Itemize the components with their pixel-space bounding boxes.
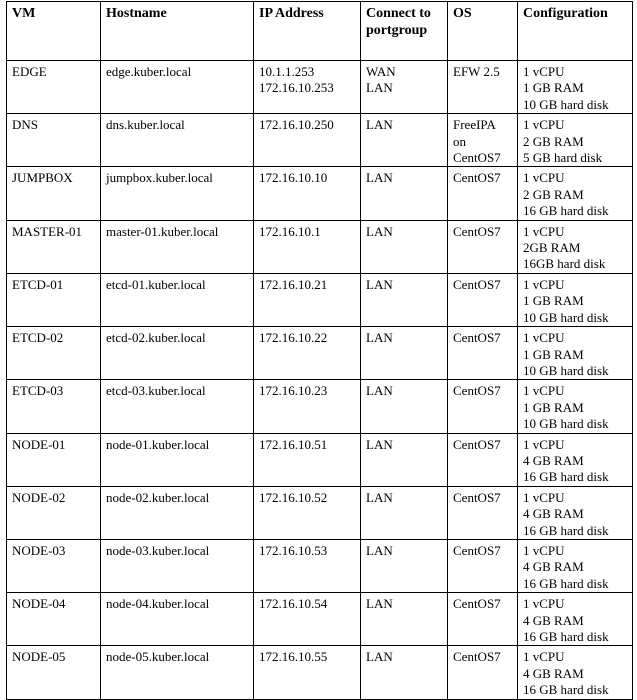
cell-ip-address	[254, 486, 361, 539]
cell-configuration-line: 16 GB hard disk	[523, 469, 609, 485]
cell-configuration-line: 2GB RAM	[523, 240, 581, 256]
header-ip-address: IP Address	[254, 2, 361, 61]
cell-vm: MASTER-01	[7, 220, 101, 273]
cell-ip-address-line: 172.16.10.22	[259, 330, 328, 346]
cell-vm: EDGE	[7, 61, 101, 114]
cell-configuration-line: 1 vCPU	[523, 276, 565, 292]
cell-configuration-line: 5 GB hard disk	[523, 150, 603, 166]
cell-os	[448, 486, 518, 539]
header-portgroup: Connect to portgroup	[361, 2, 448, 61]
cell-os	[448, 61, 518, 114]
cell-os	[448, 273, 518, 326]
cell-configuration-line: 16 GB hard disk	[523, 203, 609, 219]
cell-configuration	[518, 273, 633, 326]
cell-configuration-line: 1 vCPU	[523, 596, 565, 612]
cell-os-line: CentOS7	[453, 170, 501, 186]
cell-ip-address	[254, 539, 361, 592]
cell-configuration-line: 1 GB RAM	[523, 293, 584, 309]
cell-os	[448, 220, 518, 273]
cell-configuration	[518, 593, 633, 646]
cell-ip-address-line: 172.16.10.10	[259, 170, 328, 186]
header-os: OS	[448, 2, 518, 61]
cell-portgroup	[361, 486, 448, 539]
cell-os-line: FreeIPA	[453, 117, 496, 133]
cell-os-line: CentOS7	[453, 649, 501, 665]
cell-portgroup-line: LAN	[366, 276, 393, 292]
cell-os-line: CentOS7	[453, 150, 501, 166]
cell-configuration	[518, 327, 633, 380]
cell-os	[448, 380, 518, 433]
cell-configuration-line: 10 GB hard disk	[523, 96, 609, 112]
cell-portgroup	[361, 273, 448, 326]
cell-configuration-line: 1 vCPU	[523, 170, 565, 186]
cell-configuration-line: 1 vCPU	[523, 489, 565, 505]
cell-configuration-line: 1 GB RAM	[523, 399, 584, 415]
cell-portgroup-line: LAN	[366, 436, 393, 452]
cell-ip-address-line: 172.16.10.21	[259, 276, 328, 292]
cell-configuration-line: 1 vCPU	[523, 64, 565, 79]
cell-portgroup-line: LAN	[366, 489, 393, 505]
cell-configuration-line: 1 GB RAM	[523, 346, 584, 362]
cell-ip-address-line: 172.16.10.53	[259, 542, 328, 558]
cell-portgroup-line: LAN	[366, 596, 393, 612]
cell-portgroup-line: LAN	[366, 383, 393, 399]
cell-ip-address	[254, 433, 361, 486]
cell-configuration-line: 1 vCPU	[523, 649, 565, 665]
table-row	[7, 114, 633, 167]
cell-portgroup	[361, 646, 448, 699]
cell-configuration-line: 1 vCPU	[523, 383, 565, 399]
cell-vm: ETCD-01	[7, 273, 101, 326]
cell-ip-address	[254, 167, 361, 220]
cell-vm: NODE-04	[7, 593, 101, 646]
table-row	[7, 380, 633, 433]
cell-ip-address-line: 172.16.10.55	[259, 649, 328, 665]
cell-ip-address	[254, 273, 361, 326]
cell-portgroup	[361, 167, 448, 220]
cell-ip-address-line: 172.16.10.51	[259, 436, 328, 452]
table-header	[7, 2, 633, 61]
cell-vm: NODE-02	[7, 486, 101, 539]
cell-hostname: node-05.kuber.local	[101, 646, 254, 699]
cell-ip-address	[254, 380, 361, 433]
cell-vm: NODE-01	[7, 433, 101, 486]
cell-hostname: jumpbox.kuber.local	[101, 167, 254, 220]
cell-configuration-line: 4 GB RAM	[523, 452, 584, 468]
cell-os-line: CentOS7	[453, 383, 501, 399]
cell-configuration-line: 1 vCPU	[523, 542, 565, 558]
cell-vm: NODE-03	[7, 539, 101, 592]
cell-portgroup-line: LAN	[366, 170, 393, 186]
cell-configuration-line: 4 GB RAM	[523, 506, 584, 522]
header-hostname: Hostname	[101, 2, 254, 61]
cell-configuration	[518, 220, 633, 273]
cell-os-line: CentOS7	[453, 436, 501, 452]
cell-ip-address	[254, 220, 361, 273]
cell-configuration-line: 1 GB RAM	[523, 80, 584, 96]
cell-os-line: on	[453, 133, 466, 149]
cell-portgroup-line: WAN	[366, 64, 396, 79]
cell-hostname: node-02.kuber.local	[101, 486, 254, 539]
cell-portgroup-line: LAN	[366, 223, 393, 239]
table-row	[7, 486, 633, 539]
cell-hostname: node-03.kuber.local	[101, 539, 254, 592]
cell-portgroup	[361, 593, 448, 646]
cell-portgroup-line: LAN	[366, 542, 393, 558]
table-body	[7, 61, 633, 700]
cell-configuration-line: 1 vCPU	[523, 330, 565, 346]
cell-ip-address-line: 10.1.1.253	[259, 64, 315, 79]
cell-ip-address-line: 172.16.10.54	[259, 596, 328, 612]
cell-configuration	[518, 114, 633, 167]
cell-configuration-line: 10 GB hard disk	[523, 416, 609, 432]
cell-os	[448, 593, 518, 646]
header-configuration: Configuration	[518, 2, 633, 61]
table-row	[7, 327, 633, 380]
cell-vm: DNS	[7, 114, 101, 167]
header-vm: VM	[7, 2, 101, 61]
cell-portgroup	[361, 61, 448, 114]
cell-os	[448, 539, 518, 592]
cell-ip-address-line: 172.16.10.52	[259, 489, 328, 505]
table-row	[7, 646, 633, 699]
table-row	[7, 539, 633, 592]
cell-os-line: CentOS7	[453, 223, 501, 239]
cell-hostname: etcd-01.kuber.local	[101, 273, 254, 326]
table-row	[7, 220, 633, 273]
cell-os	[448, 114, 518, 167]
cell-configuration	[518, 61, 633, 114]
cell-hostname: node-01.kuber.local	[101, 433, 254, 486]
cell-configuration	[518, 380, 633, 433]
cell-os-line: CentOS7	[453, 596, 501, 612]
cell-hostname: master-01.kuber.local	[101, 220, 254, 273]
cell-portgroup	[361, 327, 448, 380]
cell-portgroup	[361, 220, 448, 273]
cell-os	[448, 327, 518, 380]
cell-os-line: CentOS7	[453, 330, 501, 346]
cell-vm: NODE-05	[7, 646, 101, 699]
cell-configuration-line: 1 vCPU	[523, 436, 565, 452]
cell-ip-address	[254, 114, 361, 167]
cell-hostname: etcd-03.kuber.local	[101, 380, 254, 433]
vm-inventory-table	[6, 1, 633, 700]
cell-configuration-line: 16GB hard disk	[523, 256, 606, 272]
cell-ip-address	[254, 327, 361, 380]
cell-portgroup	[361, 433, 448, 486]
cell-configuration-line: 2 GB RAM	[523, 133, 584, 149]
cell-configuration-line: 16 GB hard disk	[523, 575, 609, 591]
cell-portgroup	[361, 380, 448, 433]
table-row	[7, 433, 633, 486]
cell-os-line: CentOS7	[453, 542, 501, 558]
cell-ip-address	[254, 593, 361, 646]
cell-configuration-line: 16 GB hard disk	[523, 682, 609, 698]
cell-ip-address	[254, 61, 361, 114]
cell-os-line: EFW 2.5	[453, 64, 500, 79]
table-row	[7, 61, 633, 114]
cell-vm: ETCD-03	[7, 380, 101, 433]
cell-hostname: node-04.kuber.local	[101, 593, 254, 646]
cell-ip-address-line: 172.16.10.1	[259, 223, 321, 239]
cell-portgroup	[361, 114, 448, 167]
cell-portgroup-line: LAN	[366, 80, 393, 96]
cell-portgroup-line: LAN	[366, 330, 393, 346]
cell-configuration	[518, 646, 633, 699]
cell-configuration-line: 4 GB RAM	[523, 612, 584, 628]
cell-ip-address-line: 172.16.10.23	[259, 383, 328, 399]
cell-configuration-line: 16 GB hard disk	[523, 522, 609, 538]
cell-configuration	[518, 433, 633, 486]
table-row	[7, 273, 633, 326]
cell-configuration-line: 1 vCPU	[523, 117, 565, 133]
cell-os-line: CentOS7	[453, 489, 501, 505]
cell-configuration-line: 10 GB hard disk	[523, 309, 609, 325]
cell-os	[448, 646, 518, 699]
cell-vm: ETCD-02	[7, 327, 101, 380]
header-row	[7, 2, 633, 61]
cell-portgroup	[361, 539, 448, 592]
cell-os-line: CentOS7	[453, 276, 501, 292]
cell-configuration-line: 4 GB RAM	[523, 559, 584, 575]
cell-configuration-line: 1 vCPU	[523, 223, 565, 239]
cell-portgroup-line: LAN	[366, 649, 393, 665]
cell-ip-address-line: 172.16.10.250	[259, 117, 334, 133]
cell-ip-address-line: 172.16.10.253	[259, 80, 334, 96]
cell-hostname: etcd-02.kuber.local	[101, 327, 254, 380]
cell-configuration	[518, 486, 633, 539]
cell-configuration	[518, 539, 633, 592]
cell-configuration-line: 4 GB RAM	[523, 665, 584, 681]
cell-configuration-line: 16 GB hard disk	[523, 629, 609, 644]
cell-hostname: edge.kuber.local	[101, 61, 254, 114]
cell-portgroup-line: LAN	[366, 117, 393, 133]
cell-os	[448, 167, 518, 220]
cell-vm: JUMPBOX	[7, 167, 101, 220]
cell-os	[448, 433, 518, 486]
table-row	[7, 167, 633, 220]
cell-configuration-line: 10 GB hard disk	[523, 362, 609, 378]
table-row	[7, 593, 633, 646]
cell-configuration-line: 2 GB RAM	[523, 186, 584, 202]
cell-configuration	[518, 167, 633, 220]
cell-ip-address	[254, 646, 361, 699]
cell-hostname: dns.kuber.local	[101, 114, 254, 167]
